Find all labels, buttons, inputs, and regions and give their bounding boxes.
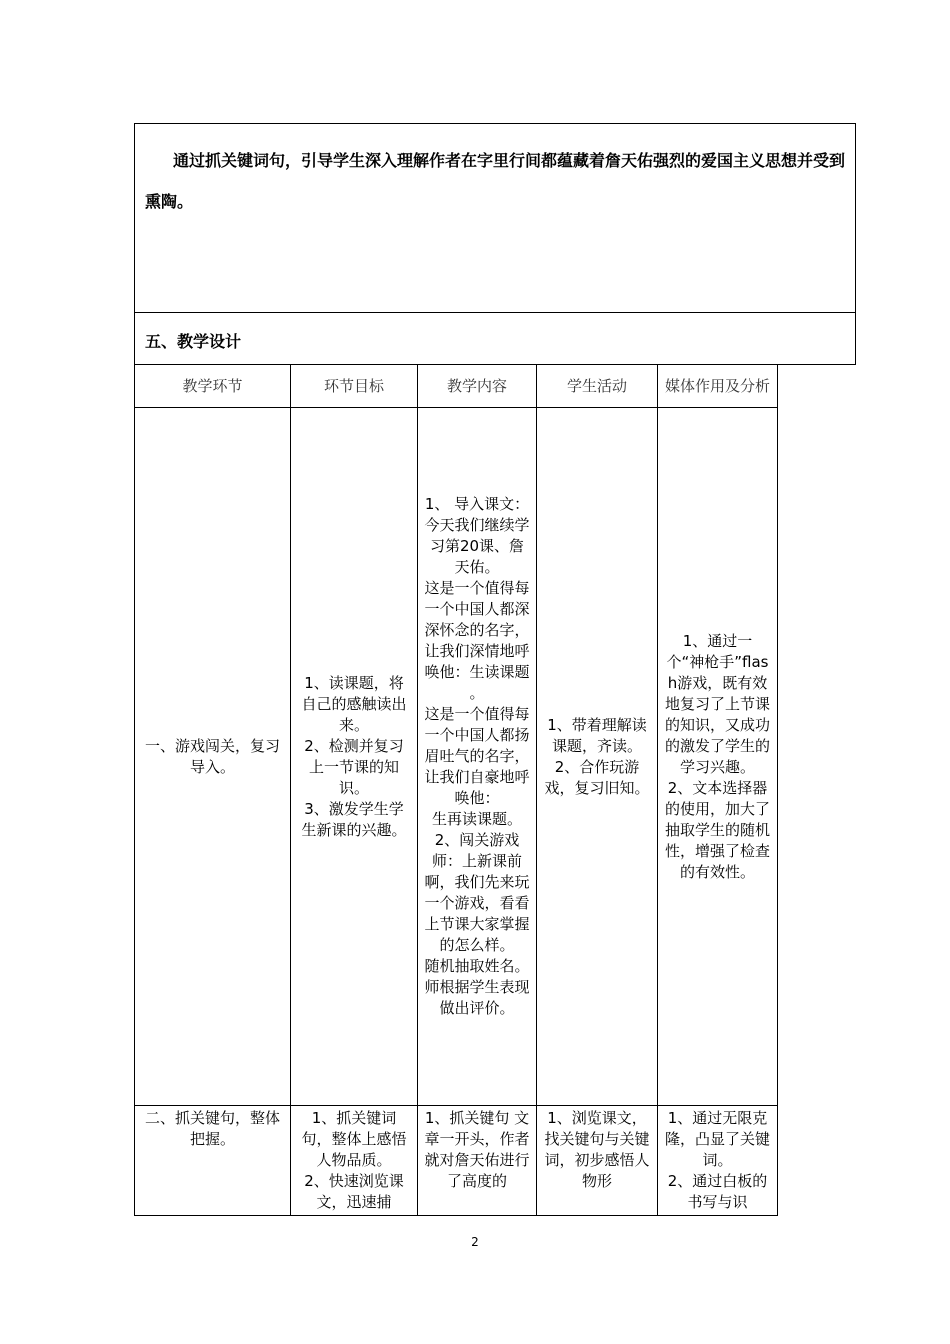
table-header-row [135,365,778,408]
header-content: 教学内容 [418,365,537,408]
header-activity: 学生活动 [537,365,658,408]
goal-cell [291,1106,418,1216]
media-item: 2、通过白板的书写与识 [667,1172,768,1211]
goal-item: 2、快速浏览课文，迅速捕 [304,1172,404,1211]
header-goal: 环节目标 [291,365,418,408]
teaching-goal-box [134,123,856,313]
content-item: 1、 导入课文：今天我们继续学习第20课、詹天佑。 [424,495,530,576]
section-header-box [134,313,856,365]
stage-cell: 二、抓关键句，整体把握。 [135,1106,291,1216]
content-item: 这是一个值得每一个中国人都扬眉吐气的名字，让我们自豪地呼唤他： [424,705,530,807]
goal-cell [291,408,418,1106]
media-cell [658,408,778,1106]
goal-item: 1、抓关键词句，整体上感悟人物品质。 [301,1109,407,1169]
teaching-goal-text: 通过抓关键词句，引导学生深入理解作者在字里行间都蕴藏着詹天佑强烈的爱国主义思想并受到熏陶。 [145,151,846,211]
activity-cell [537,1106,658,1216]
content-cell [418,408,537,1106]
goal-item: 2、检测并复习上一节课的知识。 [304,736,404,797]
activity-item: 1、浏览课文，找关键句与关键词，初步感悟人物形 [544,1109,650,1190]
content-item: 2、闯关游戏 师：上新课前啊，我们先来玩一个游戏，看看上节课大家掌握的怎么样。 [424,831,530,954]
goal-item: 1、读课题，将自己的感触读出来。 [301,673,407,734]
content-item: 这是一个值得每一个中国人都深深怀念的名字，让我们深情地呼唤他：生读课题 。 [424,579,530,702]
stage-cell: 一、游戏闯关，复习导入。 [135,408,291,1106]
header-stage: 教学环节 [135,365,291,408]
goal-item: 3、激发学生学生新课的兴趣。 [301,799,407,839]
content-item: 随机抽取姓名。师根据学生表现做出评价。 [424,957,530,1017]
table-row [135,408,778,1106]
header-media: 媒体作用及分析 [658,365,778,408]
teaching-design-table [134,364,778,1216]
section-title: 五、教学设计 [145,332,242,351]
media-item: 1、通过一个“神枪手”flash游戏，既有效地复习了上节课的知识，又成功的激发了学生的学习兴趣。 [664,631,770,776]
media-item: 1、通过无限克隆，凸显了关键词。 [664,1109,770,1169]
page-number: 2 [471,1235,479,1249]
activity-item: 1、带着理解读课题，齐读。 [547,715,647,755]
media-cell [658,1106,778,1216]
content-cell [418,1106,537,1216]
activity-item: 2、合作玩游戏，复习旧知。 [544,757,650,797]
content-item: 生再读课题。 [431,810,522,828]
content-item: 1、抓关键句 文章一开头，作者就对詹天佑进行了高度的 [424,1109,530,1190]
media-item: 2、文本选择器的使用，加大了抽取学生的随机性，增强了检查的有效性。 [664,778,770,881]
table-row [135,1106,778,1216]
activity-cell [537,408,658,1106]
